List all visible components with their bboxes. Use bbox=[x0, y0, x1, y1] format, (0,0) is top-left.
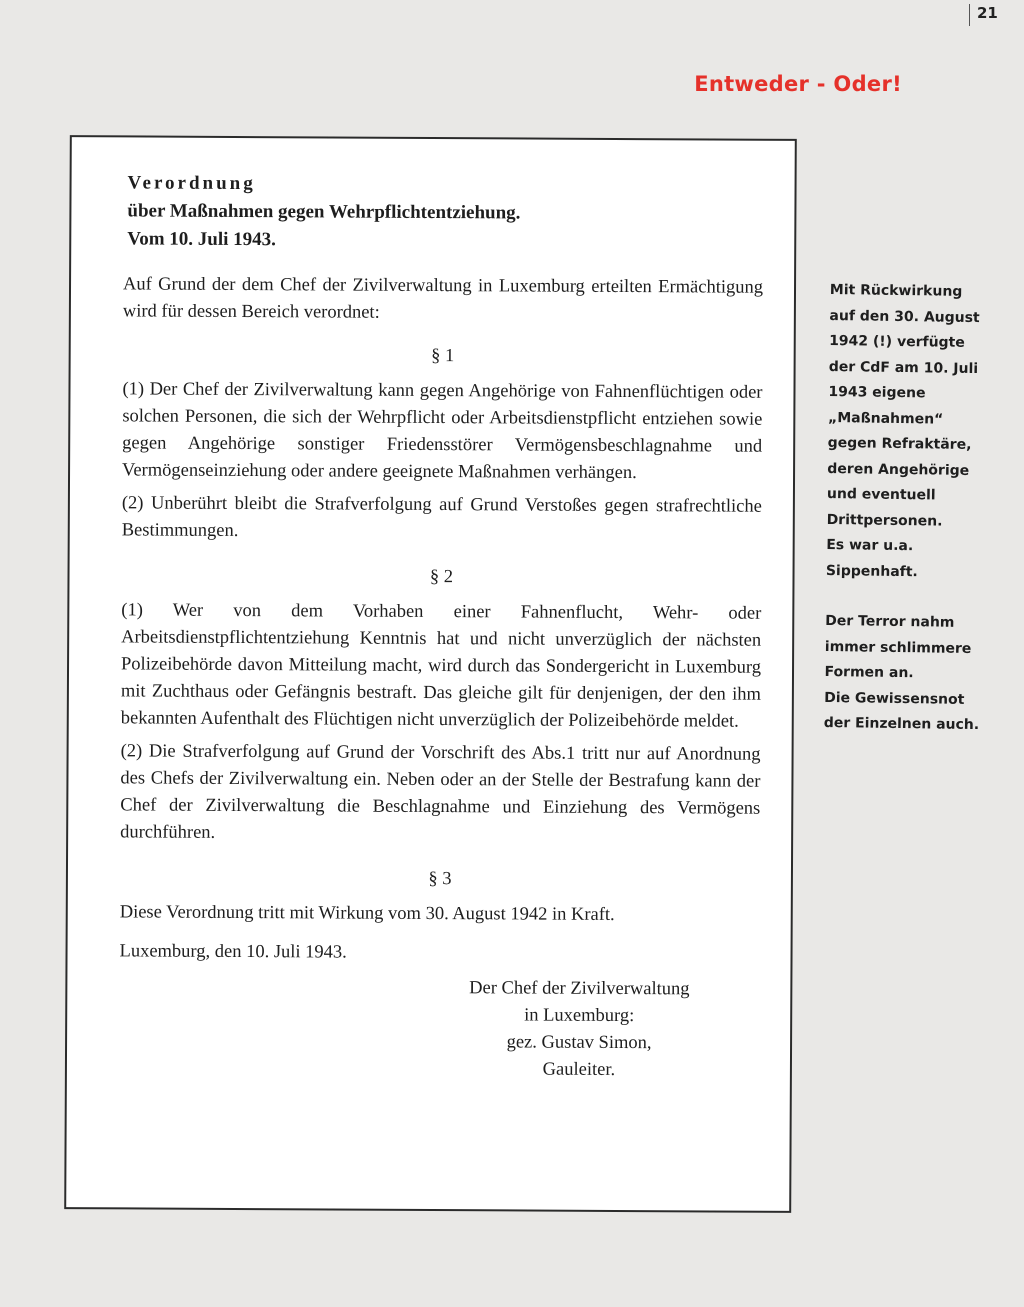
decree-title-line-1: Verordnung bbox=[127, 172, 256, 195]
side-note-line: deren Angehörige bbox=[827, 460, 970, 479]
decree-text bbox=[119, 169, 764, 1084]
side-note-line: der Einzelnen auch. bbox=[823, 714, 980, 734]
page-number-divider bbox=[969, 4, 970, 26]
side-note-block-2 bbox=[824, 609, 996, 739]
signature-line-4: Gauleiter. bbox=[542, 1059, 616, 1080]
chapter-title: Entweder - Oder! bbox=[694, 72, 902, 96]
side-note-line: 1943 eigene bbox=[828, 383, 926, 402]
side-note-line: Der Terror nahm bbox=[825, 612, 955, 631]
section-3-paragraph-1: Diese Verordnung tritt mit Wirkung vom 30. August 1942 in Kraft. bbox=[119, 902, 615, 925]
signature-block bbox=[429, 975, 730, 1085]
section-mark-3: § 3 bbox=[428, 868, 452, 890]
side-note-line: Sippenhaft. bbox=[825, 562, 918, 580]
side-note-line: Mit Rückwirkung bbox=[829, 281, 963, 300]
side-note-line: Formen an. bbox=[824, 663, 914, 682]
section-1-paragraph-2: (2) Unberührt bleibt die Strafverfolgung auf Grund Verstoßes gegen strafrechtliche Bestimmungen. bbox=[121, 493, 762, 541]
decree-document bbox=[64, 135, 797, 1213]
signature-line-1: Der Chef der Zivilverwaltung bbox=[469, 978, 690, 1000]
page-number: 21 bbox=[977, 4, 998, 22]
decree-title bbox=[127, 169, 763, 256]
place-and-date: Luxemburg, den 10. Juli 1943. bbox=[119, 941, 347, 963]
section-2-paragraph-2: (2) Die Strafverfolgung auf Grund der Vorschrift des Abs.1 tritt nur auf Anordnung des Chefs der Zivilverwaltung ein. Neben oder an der Stelle der Bestrafung kann der Chef der Zivilverwaltung die Beschlagnahme und Einziehung des Vermögens durchführen. bbox=[120, 741, 761, 843]
section-mark-1: § 1 bbox=[431, 345, 455, 367]
decree-title-line-3: Vom 10. Juli 1943. bbox=[127, 228, 277, 251]
side-note-line: Es war u.a. bbox=[826, 536, 914, 555]
side-note-block-1 bbox=[826, 278, 1000, 586]
section-2-paragraph-1: (1) Wer von dem Vorhaben einer Fahnenflucht, Wehr- oder Arbeitsdienstpflichtentziehung Kenntnis hat und nicht unverzüglich der nächsten Polizeibehörde davon Mitteilung macht, wird durch das Sondergericht in Luxemburg mit Zuchthaus oder Gefängnis bestraft. Das gleiche gilt für denjenigen, der den ihm bekannten Aufenthalt des Flüchtigen nicht unverzüglich der Polizeibehörde meldet. bbox=[120, 600, 762, 732]
side-note bbox=[823, 278, 1000, 764]
side-note-line: „Maßnahmen“ bbox=[827, 409, 944, 428]
section-mark-2: § 2 bbox=[429, 566, 454, 588]
side-note-line: auf den 30. August bbox=[829, 307, 980, 326]
side-note-line: 1942 (!) verfügte bbox=[829, 332, 965, 351]
side-note-line: und eventuell bbox=[826, 485, 936, 504]
signature-line-2: in Luxemburg: bbox=[524, 1005, 635, 1027]
signature-line-3: gez. Gustav Simon, bbox=[506, 1032, 652, 1054]
decree-intro: Auf Grund der dem Chef der Zivilverwaltung in Luxemburg erteilten Ermächtigung wird für dessen Bereich verordnet: bbox=[122, 274, 764, 323]
side-note-line: Die Gewissensnot bbox=[824, 689, 965, 708]
side-note-line: gegen Refraktäre, bbox=[827, 434, 972, 453]
side-note-line: der CdF am 10. Juli bbox=[828, 358, 979, 377]
side-note-line: Drittpersonen. bbox=[826, 511, 943, 530]
decree-title-line-2: über Maßnahmen gegen Wehrpflichtentziehung. bbox=[127, 200, 521, 224]
section-1-paragraph-1: (1) Der Chef der Zivilverwaltung kann gegen Angehörige von Fahnenflüchtigen oder solchen Personen, die sich der Wehrpflicht oder Arbeitsdienstpflicht entziehen sowie gegen Angehörige sonstiger Friedensstörer Vermögensbeschlagnahme und Vermögenseinziehung oder andere geeignete Maßnahmen verhängen. bbox=[122, 379, 763, 484]
side-note-line: immer schlimmere bbox=[824, 638, 972, 657]
